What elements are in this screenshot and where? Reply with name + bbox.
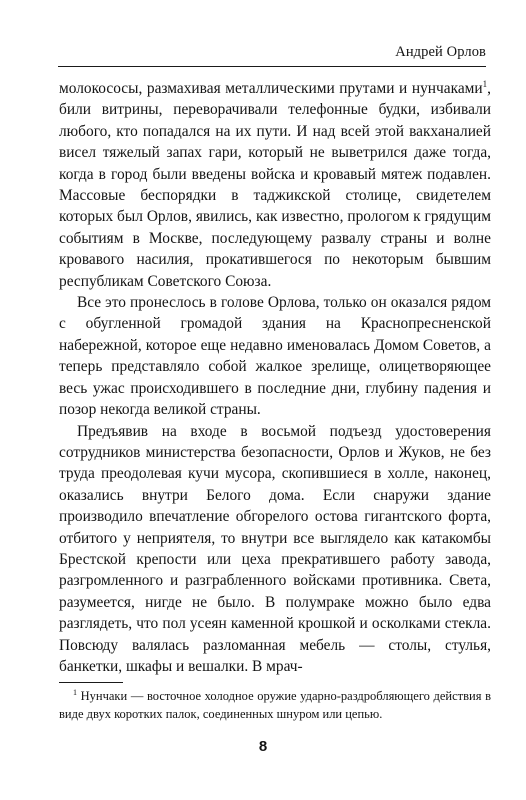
paragraph-3: Предъявив на входе в восьмой подъезд удостоверения сотрудников министерства безопасности, Орлов и Жуков, не без труда преодолевая кучи мусора, скопившиеся в холле, наконец, оказались внутри Белого дома. Если снаружи здание производило впечатление обгорелого остова гигантского форта, отбитого у неприятеля, то внутри все выглядело как катакомбы Брестской крепости или цеха прекратившего работу завода, разгромленного и разграбленного войсками противника. Света, разумеется, нигде не было. В полумраке можно было едва разглядеть, что пол усеян каменной крошкой и осколками стекла. Повсюду валялась разломанная мебель — столы, стулья, банкетки, шкафы и вешалки. В мрач- xyxy=(59,422,491,675)
paragraph-1-start: молокососы, размахивая металлическими прутами и нунчаками xyxy=(59,80,483,97)
footnote-mark: 1 xyxy=(73,688,77,697)
main-text xyxy=(59,78,491,677)
running-header-author: Андрей Орлов xyxy=(395,44,486,60)
footnote-separator xyxy=(59,682,123,683)
page-number: 8 xyxy=(258,738,268,755)
paragraph-1 xyxy=(59,78,491,292)
paragraph-1-rest: , били витрины, переворачивали телефонные будки, избивали любого, кто попадался на их пути. И над всей этой вакханалией висел тяжелый запах гари, который не выветрился даже тогда, когда в город были введены войска и кровавый мятеж подавлен. Массовые беспорядки в таджикской столице, свидетелем которых был Орлов, явились, как известно, прологом к грядущим событиям в Москве, последующему развалу страны и волне кровавого насилия, прокатившегося по некоторым бывшим республикам Советского Союза. xyxy=(59,80,491,290)
header-rule xyxy=(58,66,486,67)
footnote-text: Нунчаки — восточное холодное оружие ударно-раздробляющего действия в виде двух коротких палок, соединенных шнуром или цепью. xyxy=(59,689,491,721)
footnote xyxy=(59,687,491,723)
footnote-reference: 1 xyxy=(482,79,488,89)
paragraph-2: Все это пронеслось в голове Орлова, только он оказался рядом с обугленной громадой здания на Краснопресненской набережной, которое еще недавно именовалась Домом Советов, а теперь представляло собой жалкое зрелище, олицетворяющее весь ужас происходившего в последние дни, глубину падения и позор некогда великой страны. xyxy=(59,294,491,419)
